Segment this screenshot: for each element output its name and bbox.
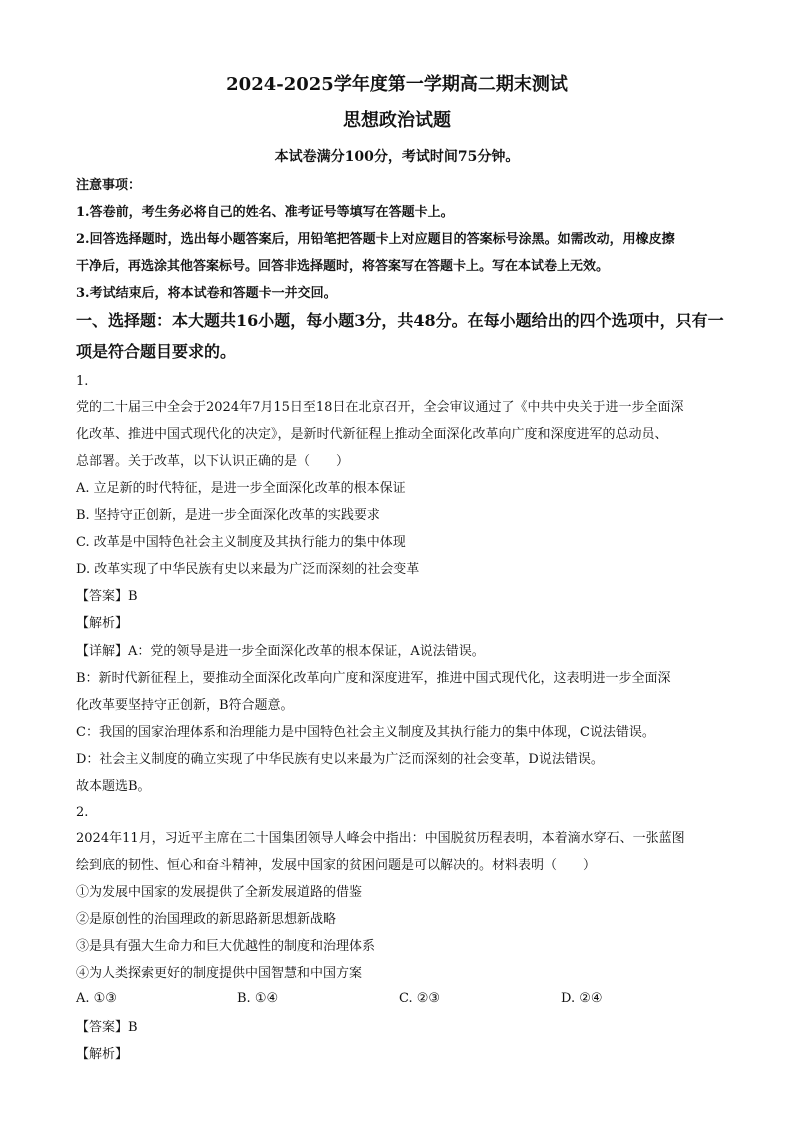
question-2-option-a: A. ①③ — [76, 991, 117, 1006]
section-heading-line-1: 一、选择题：本大题共16小题，每小题3分，共48分。在每小题给出的四个选项中，只有一 — [76, 311, 724, 330]
question-1-stem-line-1: 党的二十届三中全会于2024年7月15日至18日在北京召开，全会审议通过了《中共中央关于进一步全面深 — [76, 400, 684, 415]
question-2-statement-1: ①为发展中国家的发展提供了全新发展道路的借鉴 — [76, 885, 363, 900]
question-1-number: 1. — [76, 374, 89, 389]
notice-item-1: 1.答卷前，考生务必将自己的姓名、准考证号等填写在答题卡上。 — [76, 205, 454, 220]
question-1-detail-line-2: B：新时代新征程上，要推动全面深化改革向广度和深度进军，推进中国式现代化，这表明进一步全面深 — [76, 671, 671, 686]
question-2-option-c: C. ②③ — [399, 991, 441, 1006]
exam-info: 本试卷满分100分，考试时间75分钟。 — [274, 149, 520, 165]
question-1-stem-line-2: 化改革、推进中国式现代化的决定》，是新时代新征程上推动全面深化改革向广度和深度进军的总动员、 — [76, 427, 668, 442]
question-1-analysis-label: 【解析】 — [76, 616, 129, 631]
exam-subject: 思想政治试题 — [343, 110, 451, 131]
notice-heading: 注意事项： — [76, 178, 142, 193]
question-2-option-b: B. ①④ — [237, 991, 279, 1006]
question-2-stem-line-1: 2024年11月，习近平主席在二十国集团领导人峰会中指出：中国脱贫历程表明，本着滴水穿石、一张蓝图 — [76, 831, 685, 846]
question-1-stem-line-3: 总部署。关于改革，以下认识正确的是（ ） — [76, 454, 350, 469]
section-heading-line-2: 项是符合题目要求的。 — [76, 342, 237, 361]
question-2-number: 2. — [76, 805, 89, 820]
question-1-option-b: B. 坚持守正创新，是进一步全面深化改革的实践要求 — [76, 508, 380, 523]
question-2-statement-3: ③是具有强大生命力和巨大优越性的制度和治理体系 — [76, 939, 376, 954]
question-1-detail-line-5: D：社会主义制度的确立实现了中华民族有史以来最为广泛而深刻的社会变革，D说法错误。 — [76, 752, 604, 767]
question-1-option-c: C. 改革是中国特色社会主义制度及其执行能力的集中体现 — [76, 535, 406, 550]
question-1-detail-line-3: 化改革要坚持守正创新，B符合题意。 — [76, 698, 294, 713]
question-2-option-d: D. ②④ — [561, 991, 603, 1006]
question-1-option-d: D. 改革实现了中华民族有史以来最为广泛而深刻的社会变革 — [76, 562, 420, 577]
question-2-statement-4: ④为人类探索更好的制度提供中国智慧和中国方案 — [76, 966, 363, 981]
notice-item-2-line-2: 干净后，再选涂其他答案标号。回答非选择题时，将答案写在答题卡上。写在本试卷上无效。 — [76, 259, 610, 274]
question-1-option-a: A. 立足新的时代特征，是进一步全面深化改革的根本保证 — [76, 481, 406, 496]
question-2-statement-2: ②是原创性的治国理政的新思路新思想新战略 — [76, 912, 337, 927]
exam-title: 2024-2025学年度第一学期高二期末测试 — [226, 74, 568, 95]
question-1-answer: 【答案】B — [76, 589, 138, 604]
question-1-conclusion: 故本题选B。 — [76, 779, 151, 794]
notice-item-2-line-1: 2.回答选择题时，选出每小题答案后，用铅笔把答题卡上对应题目的答案标号涂黑。如需改动，用橡皮擦 — [76, 232, 675, 247]
question-1-detail-line-4: C：我国的国家治理体系和治理能力是中国特色社会主义制度及其执行能力的集中体现，C说法错误。 — [76, 725, 655, 740]
question-2-stem-line-2: 绘到底的韧性、恒心和奋斗精神，发展中国家的贫困问题是可以解决的。材料表明（ ） — [76, 858, 597, 873]
notice-item-3: 3.考试结束后，将本试卷和答题卡一并交回。 — [76, 286, 337, 301]
question-2-analysis-label: 【解析】 — [76, 1047, 129, 1062]
question-1-detail-line-1: 【详解】A：党的领导是进一步全面深化改革的根本保证，A说法错误。 — [76, 644, 485, 659]
question-2-answer: 【答案】B — [76, 1020, 138, 1035]
